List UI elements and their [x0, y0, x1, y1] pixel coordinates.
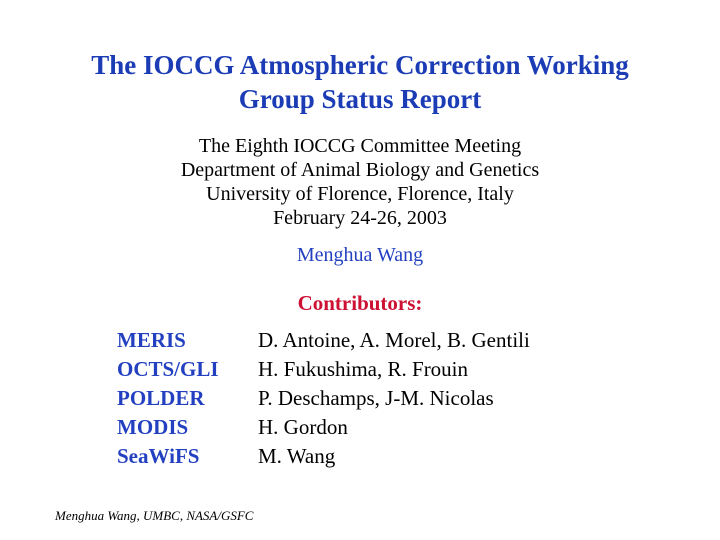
slide-title	[30, 48, 690, 116]
presenter-name: Menghua Wang	[296, 244, 424, 266]
contributors-list	[117, 326, 530, 471]
meeting-date: February 24-26, 2003	[273, 207, 447, 229]
meeting-department: Department of Animal Biology and Genetics	[180, 159, 540, 181]
contributor-row	[117, 413, 530, 442]
project-label: MODIS	[117, 415, 189, 439]
contributors-heading: Contributors:	[297, 291, 423, 315]
footer-credit: Menghua Wang, UMBC, NASA/GSFC	[55, 508, 254, 523]
contributor-row	[117, 384, 530, 413]
meeting-location: University of Florence, Florence, Italy	[206, 183, 514, 205]
contributor-row	[117, 355, 530, 384]
contributor-names: M. Wang	[258, 444, 336, 468]
project-label: POLDER	[117, 386, 205, 410]
slide-title-line-1: The IOCCG Atmospheric Correction Working	[91, 50, 629, 80]
contributor-names: P. Deschamps, J-M. Nicolas	[258, 386, 494, 410]
meeting-details	[0, 134, 720, 230]
meeting-name: The Eighth IOCCG Committee Meeting	[198, 135, 522, 157]
project-label: SeaWiFS	[117, 444, 200, 468]
contributor-names: H. Gordon	[258, 415, 348, 439]
contributor-row	[117, 442, 530, 471]
contributor-names: H. Fukushima, R. Frouin	[258, 357, 469, 381]
project-label: MERIS	[117, 328, 186, 352]
slide-title-line-2: Group Status Report	[238, 84, 482, 114]
contributor-row	[117, 326, 530, 355]
contributor-names: D. Antoine, A. Morel, B. Gentili	[258, 328, 530, 352]
project-label: OCTS/GLI	[117, 357, 219, 381]
